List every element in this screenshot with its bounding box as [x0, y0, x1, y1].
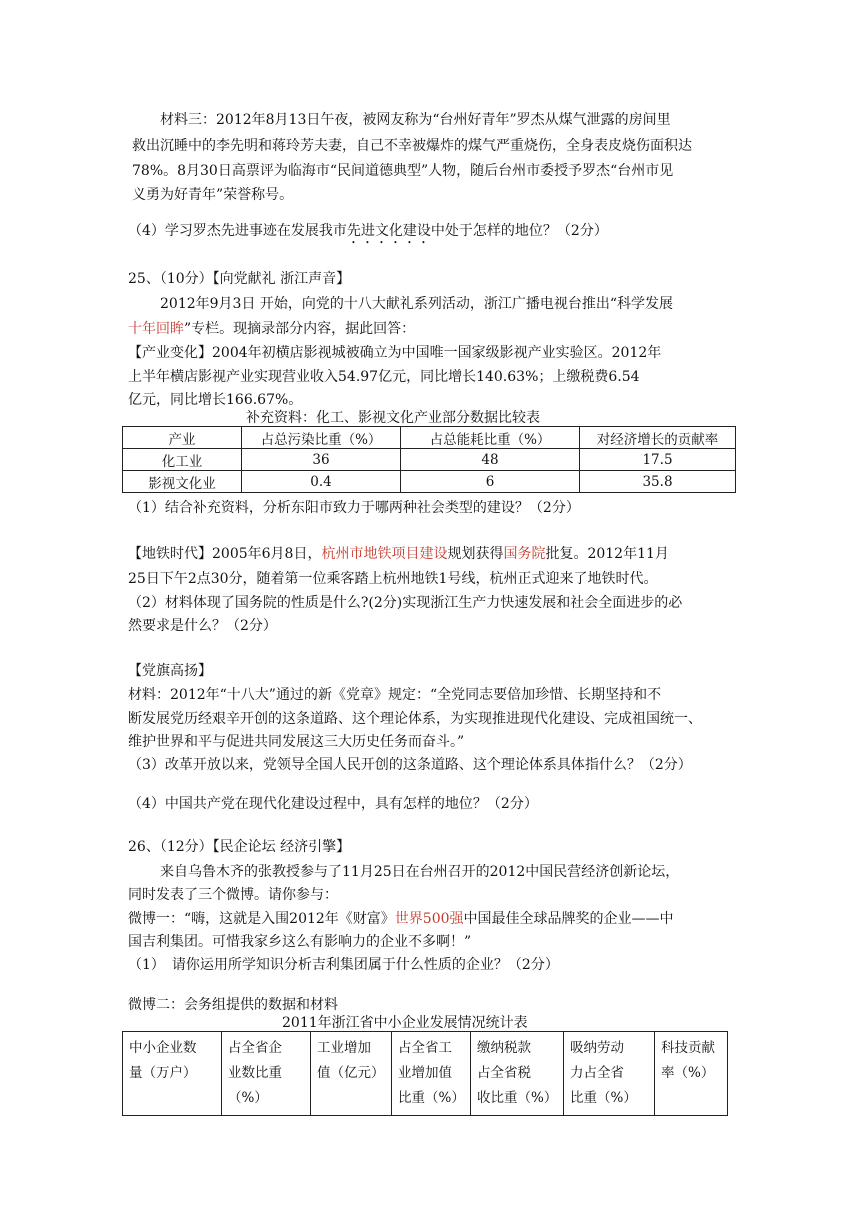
weibo-two: 微博二：会务组提供的数据和材料 [128, 997, 338, 1013]
weibo-one: 微博一：“嗨，这就是入围2012年《财富》世界500强中国最佳全球品牌奖的企业——中 [128, 911, 674, 927]
industry-change-line: 亿元，同比增长166.67%。 [128, 392, 303, 408]
table-caption: 2011年浙江省中小企业发展情况统计表 [282, 1015, 528, 1031]
table-header-cell: 对经济增长的贡献率 [580, 427, 736, 449]
q26-intro-line: 同时发表了三个微博。请你参与： [128, 887, 338, 903]
material3-line: 材料三：2012年8月13日午夜，被网友称为“台州好青年”罗杰从煤气泄露的房间里 [160, 112, 671, 128]
table-header-row [123, 1032, 728, 1116]
table-cell: 0.4 [242, 471, 401, 493]
party-flag-line: 维护世界和平与促进共同发展这三大历史任务而奋斗。” [128, 734, 465, 750]
table-cell: 6 [401, 471, 580, 493]
industry-change-line: 【产业变化】2004年初横店影视城被确立为中国唯一国家级影视产业实验区。2012年 [128, 345, 662, 361]
question-26-1: （1） 请你运用所学知识分析吉利集团属于什么性质的企业？（2分） [128, 957, 559, 973]
table-row [123, 449, 736, 471]
table-header-row [123, 427, 736, 449]
question-25-1: （1）结合补充资料，分析东阳市致力于哪两种社会类型的建设？（2分） [128, 500, 580, 516]
table-header-cell: 吸纳劳动 力占全省 比重（%） [564, 1032, 655, 1116]
metro-line: 25日下午2点30分，随着第一位乘客踏上杭州地铁1号线，杭州正式迎来了地铁时代。 [128, 571, 658, 587]
material3-line: 义勇为好青年”荣誉称号。 [132, 187, 294, 203]
q25-intro-line: 十年回眸”专栏。现摘录部分内容，据此回答： [128, 321, 416, 337]
table-header-cell: 占全省企 业数比重 （%） [222, 1032, 311, 1116]
question-25-4: （4）中国共产党在现代化建设过程中，具有怎样的地位？（2分） [128, 796, 538, 812]
material3-line: 救出沉睡中的李先明和蒋玲芳夫妻，自己不幸被爆炸的煤气严重烧伤，全身表皮烧伤面积达 [132, 138, 692, 154]
q25-intro-line: 2012年9月3日 开始，向党的十八大献礼系列活动，浙江广播电视台推出“科学发展 [160, 296, 674, 312]
question-25-3: （3）改革开放以来，党领导全国人民开创的这条道路、这个理论体系具体指什么？（2分） [128, 757, 692, 773]
table-cell: 35.8 [580, 471, 736, 493]
red-text: 世界500强 [394, 911, 464, 927]
party-flag-header: 【党旗高扬】 [128, 663, 212, 679]
industry-comparison-table [122, 426, 736, 493]
table-header-cell: 缴纳税款 占全省税 收比重（%） [471, 1032, 564, 1116]
table-header-cell: 工业增加 值（亿元） [311, 1032, 392, 1116]
sme-statistics-table [122, 1031, 728, 1116]
table-cell: 化工业 [123, 449, 242, 471]
table-cell: 影视文化业 [123, 471, 242, 493]
question-26-header: 26、（12分）【民企论坛 经济引擎】 [128, 839, 351, 855]
weibo-one: 国吉利集团。可惜我家乡这么有影响力的企业不多啊！” [128, 934, 472, 950]
table-row [123, 471, 736, 493]
question-24-4: （4）学习罗杰先进事迹在发展我市先进文化建设中处于怎样的地位？（2分） [128, 223, 608, 239]
party-flag-line: 材料：2012年“十八大”通过的新《党章》规定：“全党同志要倍加珍惜、长期坚持和不 [128, 687, 662, 703]
red-text: 杭州市地铁项目建设 [321, 546, 448, 562]
material3-line: 78%。8月30日高票评为临海市“民间道德典型”人物，随后台州市委授予罗杰“台州市见 [132, 163, 674, 179]
table-caption: 补充资料：化工、影视文化产业部分数据比较表 [246, 410, 540, 426]
metro-line: 【地铁时代】2005年6月8日，杭州市地铁项目建设规划获得国务院批复。2012年11月 [128, 546, 669, 562]
table-header-cell: 占总能耗比重（%） [401, 427, 580, 449]
table-cell: 48 [401, 449, 580, 471]
industry-change-line: 上半年横店影视产业实现营业收入54.97亿元，同比增长140.63%；上缴税费6.54 [128, 369, 640, 385]
question-25-2: （2）材料体现了国务院的性质是什么?(2分)实现浙江生产力快速发展和社会全面进步的必 [128, 595, 683, 611]
table-header-cell: 占总污染比重（%） [242, 427, 401, 449]
q26-intro-line: 来自乌鲁木齐的张教授参与了11月25日在台州召开的2012中国民营经济创新论坛， [160, 864, 680, 880]
red-text: 国务院 [503, 546, 546, 562]
emphasized-text: 先进文化建设 [346, 223, 431, 239]
party-flag-line: 断发展党历经艰辛开创的这条道路、这个理论体系，为实现推进现代化建设、完成祖国统一、 [128, 711, 702, 727]
table-cell: 36 [242, 449, 401, 471]
red-text: 十年回眸 [128, 321, 184, 337]
table-header-cell: 占全省工 业增加值 比重（%） [392, 1032, 471, 1116]
table-header-cell: 中小企业数 量（万户） [123, 1032, 222, 1116]
table-header-cell: 产业 [123, 427, 242, 449]
table-cell: 17.5 [580, 449, 736, 471]
question-25-2: 然要求是什么？（2分） [128, 618, 277, 634]
table-header-cell: 科技贡献 率（%） [655, 1032, 728, 1116]
question-25-header: 25、（10分）【向党献礼 浙江声音】 [128, 271, 351, 287]
